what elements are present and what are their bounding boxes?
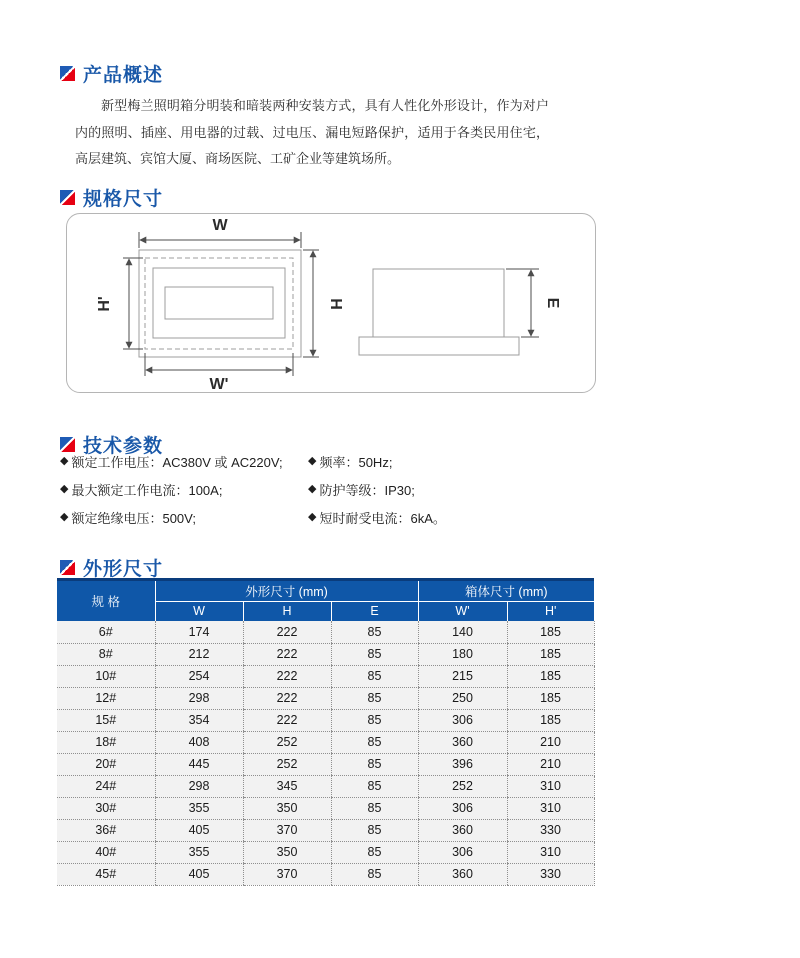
table-cell-value: 250 bbox=[418, 687, 507, 709]
table-cell-value: 210 bbox=[507, 731, 594, 753]
diamond-bullet-icon: ◆ bbox=[60, 455, 69, 467]
diamond-bullet-icon: ◆ bbox=[60, 483, 69, 495]
tech-param-item bbox=[308, 480, 568, 508]
table-cell-value: 298 bbox=[155, 775, 243, 797]
table-cell-value: 185 bbox=[507, 643, 594, 665]
table-cell-spec: 8# bbox=[57, 643, 155, 665]
tech-param-item bbox=[308, 452, 568, 480]
dim-label-h-prime: H' bbox=[96, 296, 113, 312]
tech-param-item bbox=[60, 452, 320, 480]
table-cell-value: 306 bbox=[418, 797, 507, 819]
table-cell-value: 360 bbox=[418, 863, 507, 885]
table-cell-spec: 6# bbox=[57, 621, 155, 643]
table-cell-spec: 40# bbox=[57, 841, 155, 863]
table-cell-spec: 45# bbox=[57, 863, 155, 885]
tech-param-text: 频率：50Hz; bbox=[319, 455, 393, 470]
table-row bbox=[57, 863, 594, 885]
table-cell-value: 252 bbox=[418, 775, 507, 797]
table-cell-value: 360 bbox=[418, 731, 507, 753]
diamond-bullet-icon: ◆ bbox=[60, 511, 69, 523]
table-cell-value: 180 bbox=[418, 643, 507, 665]
table-row bbox=[57, 753, 594, 775]
table-cell-value: 85 bbox=[331, 731, 418, 753]
table-cell-spec: 10# bbox=[57, 665, 155, 687]
table-subheader-w: W bbox=[155, 601, 243, 621]
table-cell-value: 85 bbox=[331, 621, 418, 643]
table-row bbox=[57, 621, 594, 643]
table-cell-spec: 12# bbox=[57, 687, 155, 709]
table-cell-value: 85 bbox=[331, 643, 418, 665]
dim-label-w: W bbox=[212, 217, 228, 234]
tech-param-text: 短时耐受电流：6kA。 bbox=[319, 511, 446, 526]
table-cell-value: 360 bbox=[418, 819, 507, 841]
table-cell-value: 85 bbox=[331, 753, 418, 775]
table-row bbox=[57, 775, 594, 797]
section-dimensions-title: 规格尺寸 bbox=[83, 189, 164, 210]
table-row bbox=[57, 643, 594, 665]
table-cell-value: 370 bbox=[243, 819, 331, 841]
table-cell-value: 408 bbox=[155, 731, 243, 753]
table-row bbox=[57, 819, 594, 841]
table-cell-value: 222 bbox=[243, 643, 331, 665]
table-cell-value: 185 bbox=[507, 709, 594, 731]
side-view-dimension-lines bbox=[506, 269, 539, 337]
section-overview-title: 产品概述 bbox=[83, 65, 164, 86]
table-cell-value: 215 bbox=[418, 665, 507, 687]
table-cell-value: 370 bbox=[243, 863, 331, 885]
table-cell-value: 85 bbox=[331, 775, 418, 797]
table-cell-value: 85 bbox=[331, 819, 418, 841]
table-cell-value: 355 bbox=[155, 797, 243, 819]
table-cell-value: 298 bbox=[155, 687, 243, 709]
table-cell-value: 310 bbox=[507, 841, 594, 863]
diamond-bullet-icon: ◆ bbox=[308, 483, 317, 495]
tech-param-text: 额定工作电压：AC380V 或 AC220V; bbox=[71, 455, 283, 470]
table-cell-value: 310 bbox=[507, 775, 594, 797]
table-row bbox=[57, 665, 594, 687]
table-cell-value: 185 bbox=[507, 687, 594, 709]
dimension-drawing bbox=[67, 214, 595, 392]
tech-param-text: 防护等级：IP30; bbox=[319, 483, 415, 498]
table-cell-value: 85 bbox=[331, 841, 418, 863]
table-cell-value: 85 bbox=[331, 863, 418, 885]
table-cell-value: 185 bbox=[507, 621, 594, 643]
dim-label-h: H bbox=[327, 298, 344, 310]
table-cell-value: 252 bbox=[243, 731, 331, 753]
table-cell-value: 85 bbox=[331, 687, 418, 709]
diamond-bullet-icon: ◆ bbox=[308, 455, 317, 467]
diamond-bullet-icon: ◆ bbox=[308, 511, 317, 523]
table-cell-value: 85 bbox=[331, 709, 418, 731]
dim-label-e: E bbox=[544, 297, 561, 309]
overview-paragraph: 新型梅兰照明箱分明装和暗装两种安装方式，具有人性化外形设计，作为对户内的照明、插座、用电器的过载、过电压、漏电短路保护，适用于各类民用住宅，高层建筑、宾馆大厦、商场医院、工矿企业等建筑场所。 bbox=[75, 98, 549, 166]
table-cell-value: 252 bbox=[243, 753, 331, 775]
tech-param-text: 最大额定工作电流：100A; bbox=[71, 483, 223, 498]
tech-param-item bbox=[60, 508, 320, 536]
section-overview-heading bbox=[60, 60, 163, 87]
table-cell-value: 396 bbox=[418, 753, 507, 775]
table-cell-value: 185 bbox=[507, 665, 594, 687]
table-cell-value: 212 bbox=[155, 643, 243, 665]
front-view-dimension-lines bbox=[123, 232, 319, 376]
table-cell-value: 140 bbox=[418, 621, 507, 643]
outline-dimensions-table-wrap bbox=[57, 578, 594, 886]
table-cell-value: 85 bbox=[331, 665, 418, 687]
table-cell-value: 85 bbox=[331, 797, 418, 819]
table-cell-value: 222 bbox=[243, 709, 331, 731]
table-cell-spec: 24# bbox=[57, 775, 155, 797]
table-cell-value: 310 bbox=[507, 797, 594, 819]
table-subheader-h: H bbox=[243, 601, 331, 621]
dimension-drawing-panel bbox=[66, 213, 596, 393]
section-marker-icon bbox=[60, 66, 75, 81]
tech-param-item bbox=[308, 508, 568, 536]
table-cell-spec: 18# bbox=[57, 731, 155, 753]
table-cell-value: 222 bbox=[243, 621, 331, 643]
section-marker-icon bbox=[60, 437, 75, 452]
section-outline-title: 外形尺寸 bbox=[83, 559, 164, 580]
table-cell-value: 306 bbox=[418, 709, 507, 731]
table-subheader-hp: H' bbox=[507, 601, 594, 621]
table-cell-value: 345 bbox=[243, 775, 331, 797]
tech-params-left-column bbox=[60, 452, 320, 536]
outline-dimensions-table bbox=[57, 581, 595, 886]
table-cell-spec: 30# bbox=[57, 797, 155, 819]
table-cell-value: 222 bbox=[243, 665, 331, 687]
table-header-spec: 规 格 bbox=[57, 581, 155, 621]
section-dimensions-heading bbox=[60, 184, 163, 211]
table-row bbox=[57, 797, 594, 819]
table-row bbox=[57, 841, 594, 863]
front-view-outline bbox=[139, 250, 301, 357]
table-cell-spec: 36# bbox=[57, 819, 155, 841]
section-marker-icon bbox=[60, 190, 75, 205]
table-cell-value: 306 bbox=[418, 841, 507, 863]
dim-label-w-prime: W' bbox=[209, 376, 229, 392]
table-cell-value: 254 bbox=[155, 665, 243, 687]
table-cell-value: 405 bbox=[155, 863, 243, 885]
section-outline-heading bbox=[60, 554, 163, 581]
table-row bbox=[57, 731, 594, 753]
table-subheader-e: E bbox=[331, 601, 418, 621]
tech-params-right-column bbox=[308, 452, 568, 536]
tech-param-item bbox=[60, 480, 320, 508]
table-cell-value: 350 bbox=[243, 841, 331, 863]
table-cell-value: 354 bbox=[155, 709, 243, 731]
table-cell-value: 330 bbox=[507, 819, 594, 841]
table-cell-spec: 15# bbox=[57, 709, 155, 731]
table-body bbox=[57, 621, 594, 885]
table-cell-value: 355 bbox=[155, 841, 243, 863]
table-cell-value: 330 bbox=[507, 863, 594, 885]
table-group-header-box: 箱体尺寸 (mm) bbox=[418, 581, 594, 601]
table-group-header-outline: 外形尺寸 (mm) bbox=[155, 581, 418, 601]
table-cell-value: 445 bbox=[155, 753, 243, 775]
tech-param-text: 额定绝缘电压：500V; bbox=[71, 511, 196, 526]
table-cell-value: 222 bbox=[243, 687, 331, 709]
table-cell-spec: 20# bbox=[57, 753, 155, 775]
table-cell-value: 350 bbox=[243, 797, 331, 819]
table-row bbox=[57, 687, 594, 709]
table-cell-value: 174 bbox=[155, 621, 243, 643]
table-cell-value: 210 bbox=[507, 753, 594, 775]
section-tech-title: 技术参数 bbox=[83, 436, 164, 457]
table-cell-value: 405 bbox=[155, 819, 243, 841]
table-subheader-wp: W' bbox=[418, 601, 507, 621]
side-view-outline bbox=[359, 269, 519, 355]
table-row bbox=[57, 709, 594, 731]
section-marker-icon bbox=[60, 560, 75, 575]
